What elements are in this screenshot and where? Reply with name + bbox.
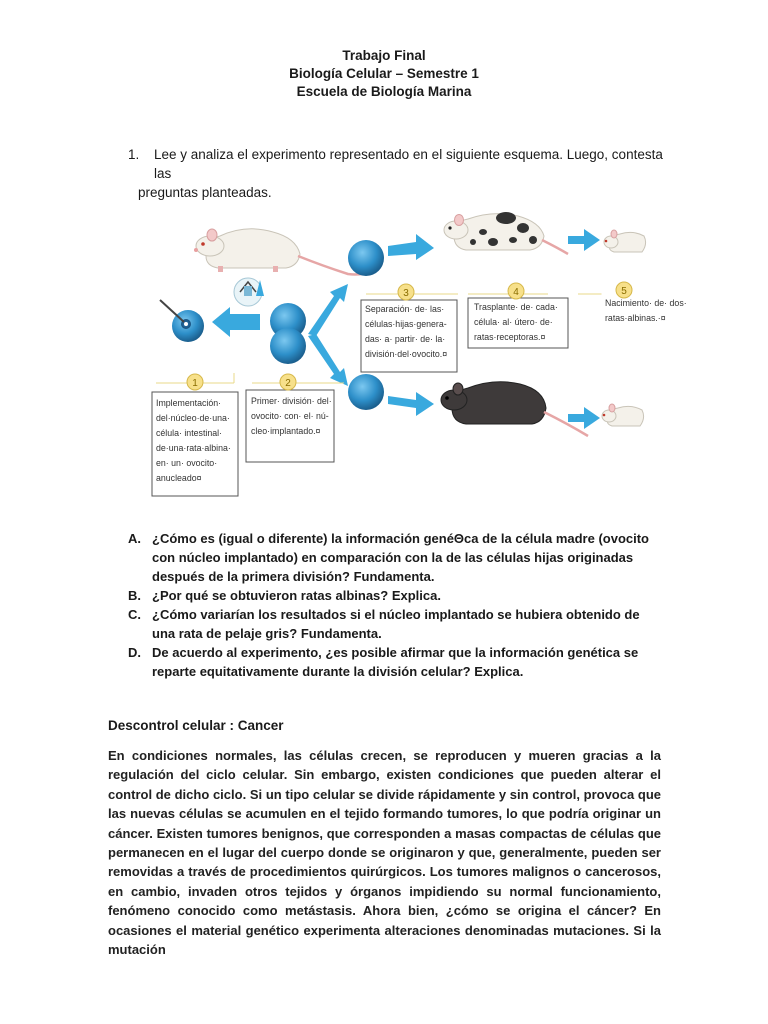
document-header	[0, 47, 768, 101]
step-badge-number-3: 3	[403, 288, 409, 299]
question-c	[128, 605, 658, 643]
step-2-line-2: ovocito· con· el· nú-	[251, 411, 329, 421]
question-d-letter: D.	[128, 645, 141, 660]
arrow-left	[212, 307, 260, 337]
step-1-line-1: Implementación·	[156, 398, 222, 408]
step-3-line-2: células·hijas·genera-	[365, 319, 447, 329]
question-a-letter: A.	[128, 531, 141, 546]
step-5-line-2: ratas·albinas.·¤	[605, 313, 666, 323]
step-3-line-1: Separación· de· las·	[365, 304, 445, 314]
question-1-text-line1: Lee y analiza el experimento representado en el siguiente esquema. Luego, contesta las	[154, 147, 663, 181]
white-rat-donor	[194, 229, 373, 275]
step-badge-2	[280, 374, 296, 390]
question-a-text: ¿Cómo es (igual o diferente) la información genéΘca de la célula madre (ovocito con núcleo implantado) en comparación con la de las células hijas originadas después de la primera división? Fundamenta.	[152, 531, 649, 584]
step-4-line-1: Trasplante· de· cada·	[474, 302, 558, 312]
question-1-text-line2: preguntas planteadas.	[138, 185, 272, 200]
experiment-diagram	[148, 196, 687, 501]
ovocyte-with-pipette	[160, 300, 204, 342]
step-2-line-3: cleo·implantado.¤	[251, 426, 321, 436]
black-rat-receptor	[441, 382, 588, 436]
step-4-line-3: ratas·receptoras.¤	[474, 332, 546, 342]
question-d-text: De acuerdo al experimento, ¿es posible afirmar que la información genética se reparte equitativamente durante la división celular? Explica.	[152, 645, 639, 679]
arrow-split-down	[308, 334, 348, 386]
step-2-line-1: Primer· división· del·	[251, 396, 332, 406]
step-box-5	[602, 294, 687, 340]
step-4-line-2: célula· al· útero· de·	[474, 317, 553, 327]
step-1-line-5: en· un· ovocito·	[156, 458, 218, 468]
step-badge-number-2: 2	[285, 378, 291, 389]
step-1-line-2: del·núcleo·de·una·	[156, 413, 230, 423]
step-badge-3	[398, 284, 414, 300]
step-badge-4	[508, 283, 524, 299]
step-3-line-3: das· a· partir· de· la·	[365, 334, 446, 344]
arrow-top-offspring	[568, 229, 600, 251]
white-rat-offspring-2	[602, 404, 644, 426]
arrow-bottom-right	[388, 392, 434, 416]
step-box-1	[152, 392, 238, 496]
two-cell-embryo	[270, 303, 306, 364]
arrow-top-right	[388, 234, 434, 260]
header-course: Biología Celular – Semestre 1	[289, 66, 479, 81]
svg-text:Trasplante· de· cada·célula·	[474, 302, 558, 342]
question-d	[128, 643, 658, 681]
arrow-bottom-offspring	[568, 407, 600, 429]
question-c-letter: C.	[128, 607, 141, 622]
question-b	[128, 586, 658, 605]
separated-cell-top	[348, 240, 384, 276]
step-box-4	[468, 298, 568, 348]
white-rat-offspring-1	[604, 230, 646, 252]
question-c-text: ¿Cómo variarían los resultados si el núcleo implantado se hubiera obtenido de una rata de pelaje gris? Fundamenta.	[152, 607, 640, 641]
header-title: Trabajo Final	[342, 48, 426, 63]
step-badge-1	[187, 374, 203, 390]
svg-text:Primer· división· del·ovocit	[251, 396, 332, 436]
step-badge-5	[616, 282, 632, 298]
header-school: Escuela de Biología Marina	[296, 84, 472, 99]
step-1-line-4: de·una·rata·albina·	[156, 443, 231, 453]
question-a	[128, 529, 658, 586]
step-3-line-4: división·del·ovocito.¤	[365, 349, 448, 359]
question-1	[128, 145, 668, 202]
section-title: Descontrol celular : Cancer	[108, 718, 284, 733]
step-box-3	[361, 300, 457, 372]
spotted-rat-receptor	[444, 212, 568, 254]
step-badge-number-1: 1	[192, 378, 198, 389]
step-1-line-6: anucleado¤	[156, 473, 202, 483]
step-5-line-1: Nacimiento· de· dos·	[605, 298, 687, 308]
question-b-letter: B.	[128, 588, 141, 603]
question-1-number: 1.	[128, 147, 140, 162]
step-1-line-3: célula· intestinal·	[156, 428, 223, 438]
question-b-text: ¿Por qué se obtuvieron ratas albinas? Explica.	[152, 588, 441, 603]
question-list	[128, 529, 658, 681]
separated-cell-bottom	[348, 374, 384, 410]
step-badge-number-5: 5	[621, 286, 627, 297]
arrow-split-up	[308, 284, 348, 336]
step-box-2	[246, 390, 334, 462]
section-paragraph: En condiciones normales, las células crecen, se reproducen y mueren gracias a la regulación del ciclo celular. Sin embargo, existen condiciones que pueden alterar el control de dicho ciclo. Si un tipo celular se divide rápidamente y sin control, provoca que las nuevas células se acumulen en el tejido formando tumores, lo que podría originar un cáncer. Existen tumores benignos, que corresponden a masas compactas de células que permanecen en el lugar del cuerpo donde se originaron y que, generalmente, pueden ser removidas a través de procedimientos quirúrgicos. Los tumores malignos o cancerosos, en cambio, invaden otros tejidos y órganos impidiendo su normal funcionamiento, fenómeno conocido como metástasis. Ahora bien, ¿cómo se origina el cáncer? En ocasiones el material genético experimenta alteraciones denominadas mutaciones. Si la mutación	[108, 748, 661, 958]
step-badge-number-4: 4	[513, 287, 519, 298]
